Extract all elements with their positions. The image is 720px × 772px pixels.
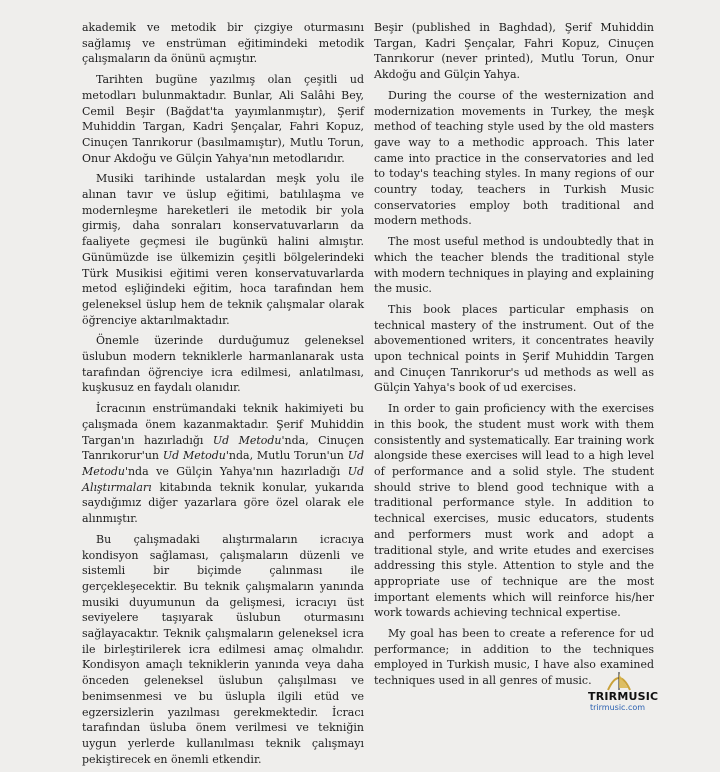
- trirmusic-logo: [586, 670, 676, 712]
- right_column-paragraph: This book places particular emphasis on technical mastery of the instrument. Out of the abovementioned writers, it concentrates heavily upon technical points in Şerif Muhiddin Targen and Cinuçen Tanrıkorur's ud methods as well as Gülçin Yahya's book of ud exercises.: [374, 302, 654, 395]
- left_column-paragraph: akademik ve metodik bir çizgiye oturmasını sağlamış ve enstrüman eğitimindeki metodik çalışmaların da önünü açmıştır.: [82, 21, 364, 66]
- right-column-english: [374, 20, 654, 694]
- left_column-paragraph: Bu çalışmadaki alıştırmaların icracıya kondisyon sağlaması, çalışmaların düzenli ve sistemli bir biçimde çalınması ile gerçekleşecektir. Bu teknik çalışmaların yanında musiki duyumunun da gelişmesi, icracıyı üst seviyelere taşıyarak üslubun oturmasını sağlayacaktır. Teknik çalışmaların geleneksel icra ile birleştirilerek icra edilmesi amaç olmalıdır. Kondisyon amaçlı tekniklerin yanında veya daha önceden geleneksel üslubun çalışılması ve benimsenmesi ve bu üslupla ilgili etüd ve egzersizlerin yazılması gerekmektedir. İcracı tarafından üsluba önem verilmesi ve tekniğin uygun yerlerde kullanılması teknik çalışmayı pekiştirecek en önemli etkendir.: [82, 532, 364, 766]
- left_column-paragraph: Tarihten bugüne yazılmış olan çeşitli ud metodları bulunmaktadır. Bunlar, Ali Salâhi Bey, Cemil Beşir (Bağdat'ta yayımlanmıştır), Şerif Muhiddin Targan, Kadri Şençalar, Fahri Kopuz, Cinuçen Tanrıkorur (basılmamıştır), Mutlu Torun, Onur Akdoğu ve Gülçin Yahya'nın metodlarıdır.: [82, 73, 364, 165]
- left-column-turkish: [82, 20, 364, 772]
- right_column-paragraph: My goal has been to create a reference for ud performance; in addition to the techniques employed in Turkish music, I have also examined techniques used in all genres of music.: [374, 627, 654, 688]
- left_column-paragraph: İcracının enstrümandaki teknik hakimiyeti bu çalışmada önem kazanmaktadır. Şerif Muhiddin Targan'ın hazırladığı Ud Metodu'nda, Cinuçen Tanrıkorur'un Ud Metodu'nda, Mutlu Torun'un Ud Metodu'nda ve Gülçin Yahya'nın hazırladığı Ud Alıştırmaları kitabında teknik konular, yukarıda saydığımız diğer yazarlara göre özel olarak ele alınmıştır.: [82, 402, 364, 526]
- left_column-paragraph: Musiki tarihinde ustalardan meşk yolu ile alınan tavır ve üslup eğitimi, batılılaşma ve modernleşme hareketleri ile metodik bir yola girmiş, daha sonraları konservatuvarların da faaliyete geçmesi ile bugünkü halini almıştır. Günümüzde ise ülkemizin çeşitli bölgelerindeki Türk Musikisi eğitimi veren konservatuvarlarda metod eşliğindeki eğitim, hoca tarafından hem geleneksel üslup hem de teknik çalışmalar olarak öğrenciye aktarılmaktadır.: [82, 172, 364, 327]
- logo-url-text: trirmusic.com: [590, 703, 646, 712]
- logo-brand-text: TRIRMUSIC: [588, 690, 659, 703]
- right_column-paragraph: The most useful method is undoubtedly that in which the teacher blends the traditional style with modern techniques in playing and explaining the music.: [374, 235, 654, 296]
- right_column-paragraph: In order to gain proficiency with the exercises in this book, the student must work with them consistently and systematically. Ear training work alongside these exercises will lead to a high level of performance and a solid style. The student should strive to blend good technique with a traditional performance style. In addition to technical exercises, music educators, students and performers must work and adopt a traditional style, and write etudes and exercises addressing this style. Attention to style and the appropriate use of technique are the most important elements which will reinforce his/her work towards achieving technical expertise.: [374, 402, 654, 620]
- left_column-paragraph: Önemle üzerinde durduğumuz geleneksel üslubun modern tekniklerle harmanlanarak usta tarafından öğrenciye icra edilmesi, anlatılması, kuşkusuz en faydalı olanıdır.: [82, 334, 364, 395]
- right_column-paragraph: Beşir (published in Baghdad), Şerif Muhiddin Targan, Kadri Şençalar, Fahri Kopuz, Cinuçen Tanrıkorur (never printed), Mutlu Torun, Onur Akdoğu and Gülçin Yahya.: [374, 21, 654, 82]
- right_column-paragraph: During the course of the westernization and modernization movements in Turkey, the meşk method of teaching style used by the old masters gave way to a methodic approach. This later came into practice in the conservatories and led to today's teaching styles. In many regions of our country today, teachers in Turkish Music conservatories employ both traditional and modern methods.: [374, 88, 654, 228]
